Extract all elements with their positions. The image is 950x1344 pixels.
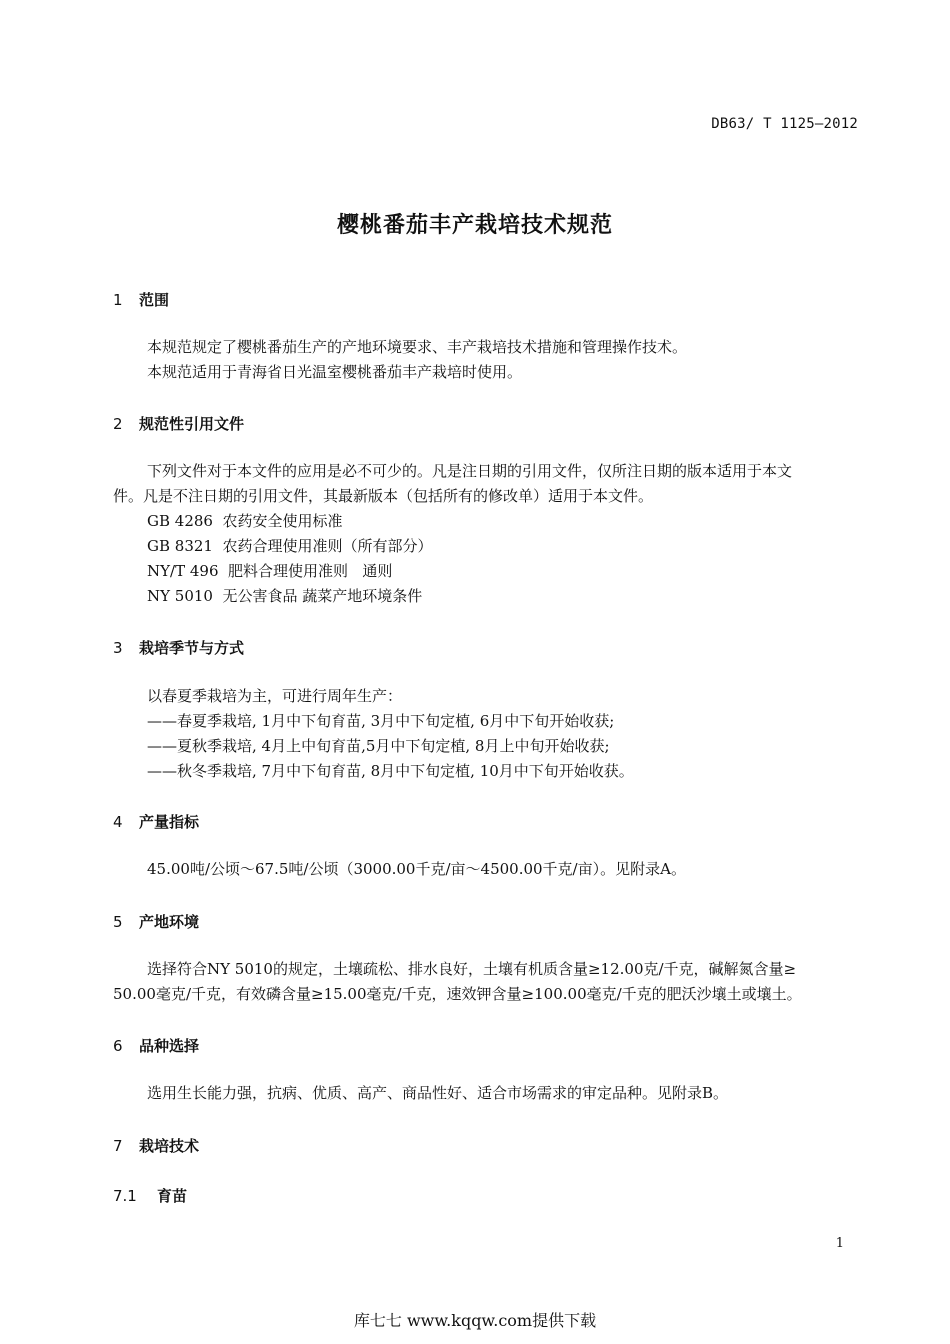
section-number: 7 [113,1137,123,1155]
section-5-body [113,957,861,1007]
standard-code: DB63/ T 1125—2012 [711,116,858,132]
section-number: 4 [113,813,123,831]
section-number: 1 [113,291,123,309]
section-7-heading [113,1135,199,1156]
section-6-heading [113,1035,199,1056]
reference-item: NY/T 496 肥料合理使用准则 通则 [147,562,393,580]
section-1-heading [113,289,169,310]
section-title: 规范性引用文件 [139,415,245,433]
section-number: 5 [113,913,123,931]
section-number: 2 [113,415,123,433]
reference-item: NY 5010 无公害食品 蔬菜产地环境条件 [147,587,423,605]
section-title: 栽培技术 [139,1137,200,1155]
section-7-1-heading [113,1185,187,1206]
section-number: 6 [113,1037,123,1055]
section-3-heading [113,637,244,658]
paragraph-line: 50.00毫克/千克，有效磷含量≥15.00毫克/千克，速效钾含量≥100.00毫克/千克的肥沃沙壤土或壤土。 [113,985,802,1003]
document-title: 樱桃番茄丰产栽培技术规范 [336,213,613,238]
section-1-body [113,335,861,385]
section-title: 范围 [139,291,170,309]
paragraph-line: 件。凡是不注日期的引用文件，其最新版本（包括所有的修改单）适用于本文件。 [113,487,654,505]
footer-download-notice: 库七七 www.kqqw.com提供下载 [353,1311,597,1330]
page-number: 1 [835,1236,844,1251]
paragraph-line: 下列文件对于本文件的应用是必不可少的。凡是注日期的引用文件，仅所注日期的版本适用于本文 [147,462,793,480]
section-title: 产量指标 [139,813,200,831]
section-3-body [113,684,861,784]
paragraph-line: 选用生长能力强，抗病、优质、高产、商品性好、适合市场需求的审定品种。见附录B。 [147,1084,729,1102]
list-item: ——秋冬季栽培, 7月中下旬育苗, 8月中下旬定植, 10月中下旬开始收获。 [147,762,634,780]
paragraph-line: 本规范规定了樱桃番茄生产的产地环境要求、丰产栽培技术措施和管理操作技术。 [147,338,688,356]
list-item: ——春夏季栽培, 1月中下旬育苗, 3月中下旬定植, 6月中下旬开始收获; [147,712,615,730]
paragraph-line: 选择符合NY 5010的规定，土壤疏松、排水良好，土壤有机质含量≥12.00克/千克，碱解氮含量≥ [147,960,797,978]
section-4-heading [113,811,199,832]
paragraph-line: 本规范适用于青海省日光温室樱桃番茄丰产栽培时使用。 [147,363,523,381]
paragraph-line: 45.00吨/公顷～67.5吨/公顷（3000.00千克/亩～4500.00千克/亩）。见附录A。 [147,860,686,878]
section-title: 栽培季节与方式 [139,639,245,657]
section-5-heading [113,911,199,932]
section-4-body [113,857,861,882]
reference-item: GB 8321 农药合理使用准则（所有部分） [147,537,433,555]
section-title: 产地环境 [139,913,200,931]
section-title: 育苗 [157,1187,188,1205]
section-6-body [113,1081,861,1106]
list-item: ——夏秋季栽培, 4月上中旬育苗,5月中下旬定植, 8月上中旬开始收获; [147,737,610,755]
paragraph-line: 以春夏季栽培为主，可进行周年生产： [147,687,403,705]
section-number: 3 [113,639,123,657]
section-2-heading [113,413,244,434]
section-title: 品种选择 [139,1037,200,1055]
reference-item: GB 4286 农药安全使用标准 [147,512,343,530]
section-2-body [113,459,861,609]
section-number: 7.1 [113,1187,137,1205]
